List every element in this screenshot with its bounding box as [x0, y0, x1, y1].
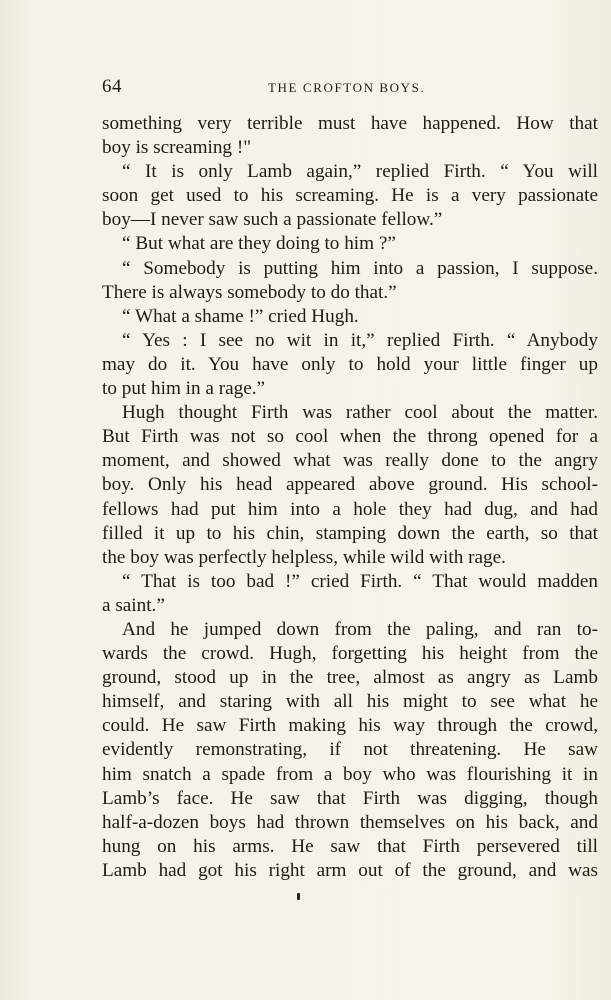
- text-line: boy is screaming !": [102, 137, 252, 159]
- text-line: something very terrible must have happened. How that: [102, 113, 598, 134]
- text-line: “ Yes : I see no wit in it,” replied Firth. “ Anybody: [122, 329, 598, 351]
- text-line: There is always somebody to do that.”: [102, 281, 397, 303]
- text-line: “ Somebody is putting him into a passion, I suppose.: [122, 257, 598, 279]
- text-line: the boy was perfectly helpless, while wild with rage.: [102, 546, 506, 568]
- running-head: THE CROFTON BOYS.: [268, 80, 426, 95]
- text-line: ground, stood up in the tree, almost as angry as Lamb: [102, 667, 598, 689]
- text-line: Hugh thought Firth was rather cool about the matter.: [122, 402, 598, 424]
- text-line: boy. Only his head appeared above ground. His school-: [102, 474, 598, 496]
- text-line: “ But what are they doing to him ?”: [122, 233, 396, 255]
- text-line: could. He saw Firth making his way through the crowd,: [102, 715, 598, 737]
- text-line: Lamb had got his right arm out of the ground, and was: [102, 859, 598, 881]
- text-line: And he jumped down from the paling, and ran to-: [122, 618, 598, 640]
- page-header: [102, 76, 598, 100]
- text-line: But Firth was not so cool when the throng opened for a: [102, 426, 598, 448]
- text-line: moment, and showed what was really done to the angry: [102, 450, 598, 472]
- text-line: him snatch a spade from a boy who was flourishing it in: [102, 763, 598, 785]
- text-line: hung on his arms. He saw that Firth persevered till: [102, 835, 598, 857]
- text-line: “ It is only Lamb again,” replied Firth. “ You will: [122, 161, 598, 183]
- page-number: 64: [102, 76, 122, 97]
- text-line: evidently remonstrating, if not threatening. He saw: [102, 739, 598, 761]
- text-line: may do it. You have only to hold your little finger up: [102, 353, 598, 375]
- text-line: wards the crowd. Hugh, forgetting his height from the: [102, 643, 598, 665]
- text-line: boy—I never saw such a passionate fellow.”: [102, 209, 443, 231]
- text-line: filled it up to his chin, stamping down the earth, so that: [102, 522, 598, 544]
- text-line: a saint.”: [102, 594, 165, 616]
- text-line: fellows had put him into a hole they had dug, and had: [102, 498, 598, 520]
- text-line: Lamb’s face. He saw that Firth was digging, though: [102, 787, 598, 809]
- ink-mark: [297, 893, 300, 900]
- text-line: “ What a shame !” cried Hugh.: [122, 305, 359, 327]
- text-line: half-a-dozen boys had thrown themselves on his back, and: [102, 811, 598, 833]
- text-line: himself, and staring with all his might to see what he: [102, 691, 598, 713]
- text-line: to put him in a rage.”: [102, 378, 266, 400]
- text-line: soon get used to his screaming. He is a very passionate: [102, 185, 598, 207]
- text-line: “ That is too bad !” cried Firth. “ That would madden: [122, 570, 598, 592]
- body-text: [102, 112, 598, 883]
